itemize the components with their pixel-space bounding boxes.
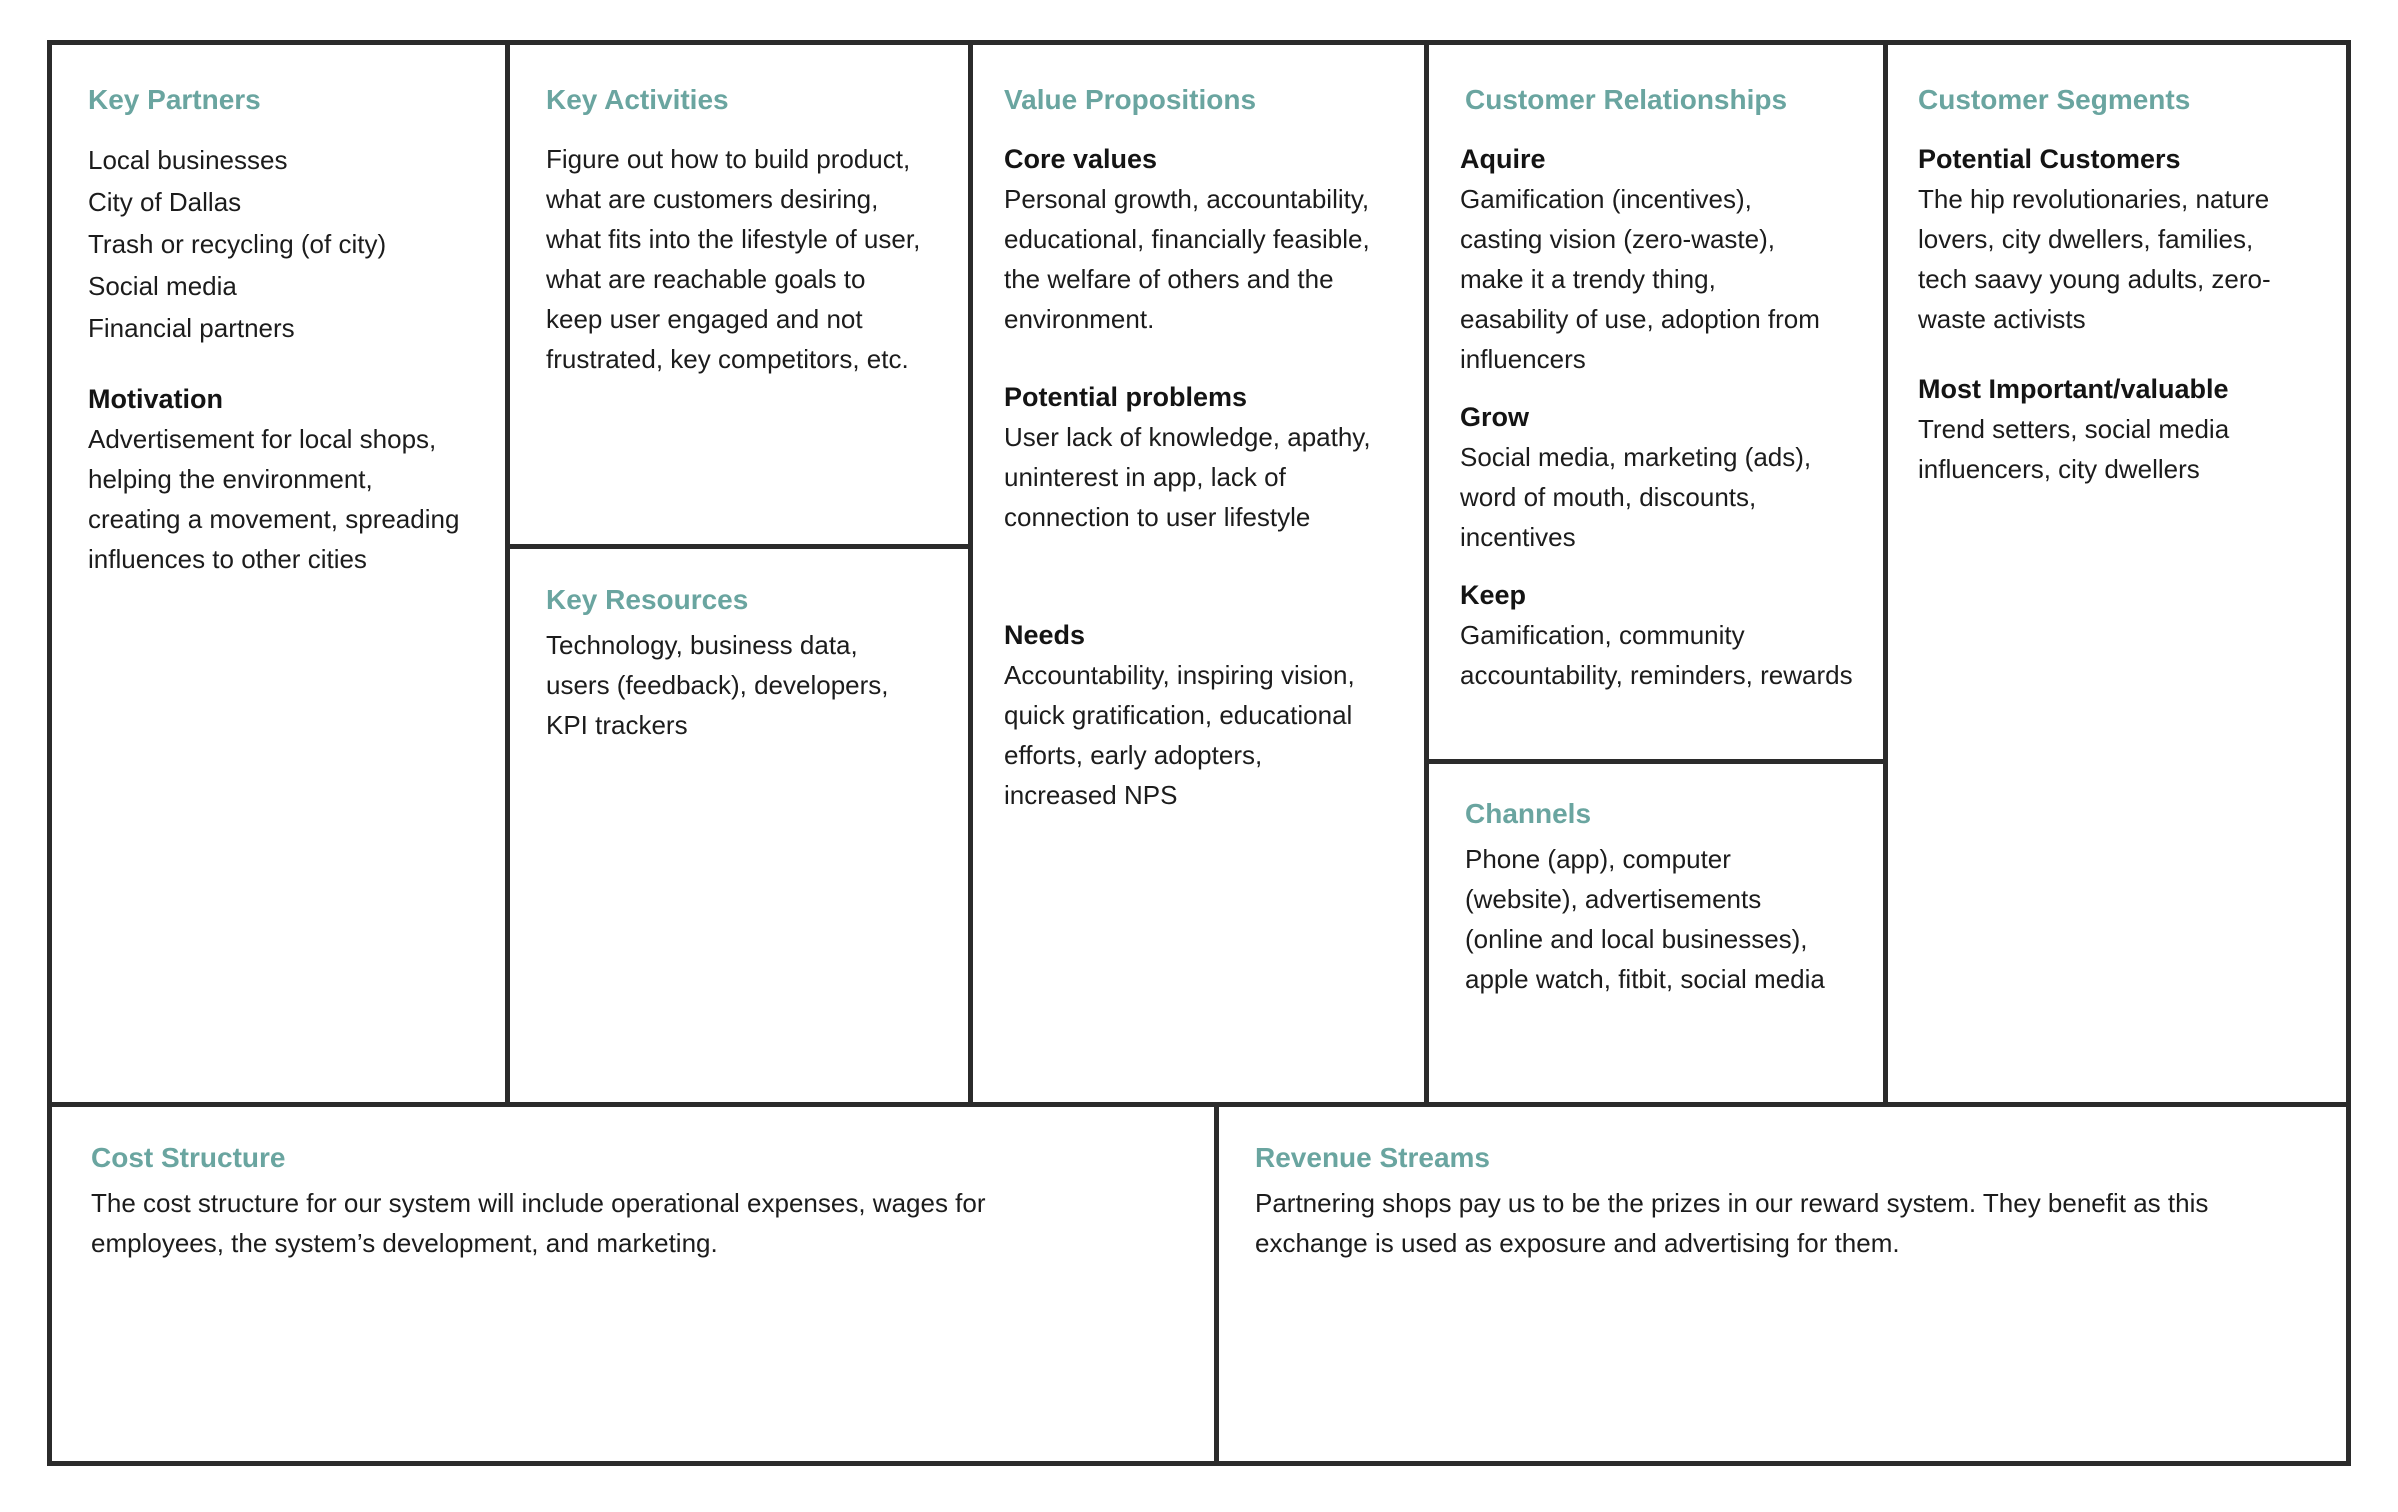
divider — [968, 45, 973, 1103]
channels-block — [1465, 797, 1880, 999]
key-partners-title: Key Partners — [88, 84, 261, 115]
potential-problems-label: Potential problems — [1004, 381, 1248, 412]
business-model-canvas — [47, 40, 2351, 1466]
partner-item: Financial partners — [88, 312, 295, 343]
key-resources-title: Key Resources — [546, 584, 749, 615]
motivation-label: Motivation — [88, 383, 223, 414]
key-resources-text: Technology, business data, users (feedback), developers, KPI trackers — [546, 629, 889, 740]
divider — [1424, 45, 1429, 1103]
most-important-label: Most Important/valuable — [1918, 373, 2229, 404]
divider — [1883, 45, 1888, 1103]
channels-text: Phone (app), computer (website), advertisements (online and local businesses), apple watch, fitbit, social media — [1465, 843, 1825, 994]
divider — [1426, 759, 1886, 764]
revenue-streams-title: Revenue Streams — [1255, 1142, 1491, 1173]
divider — [507, 544, 970, 549]
motivation-text: Advertisement for local shops, helping the environment, creating a movement, spreading influences to other cities — [88, 423, 460, 574]
core-values-label: Core values — [1004, 143, 1158, 174]
revenue-streams-block — [1255, 1141, 2340, 1263]
keep-text: Gamification, community accountability, reminders, rewards — [1460, 619, 1853, 690]
key-activities-text: Figure out how to build product, what are customers desiring, what fits into the lifestyle of user, what are reachable goals to keep user engaged and not frustrated, key competitors, etc. — [546, 143, 921, 374]
potential-problems-text: User lack of knowledge, apathy, uninterest in app, lack of connection to user lifestyle — [1004, 421, 1371, 532]
key-resources-block — [546, 583, 961, 745]
partner-item: Local businesses — [88, 144, 288, 175]
value-propositions-block — [1004, 83, 1419, 815]
keep-label: Keep — [1460, 579, 1527, 610]
cost-structure-block — [91, 1141, 1201, 1263]
channels-title: Channels — [1465, 798, 1592, 829]
cost-structure-text: The cost structure for our system will include operational expenses, wages for employees, the system’s development, and marketing. — [91, 1187, 986, 1258]
partner-item: City of Dallas — [88, 186, 242, 217]
grow-text: Social media, marketing (ads), word of mouth, discounts, incentives — [1460, 441, 1812, 552]
grow-label: Grow — [1460, 401, 1530, 432]
divider — [505, 45, 510, 1103]
customer-relationships-block — [1460, 83, 1880, 695]
needs-label: Needs — [1004, 619, 1086, 650]
value-propositions-title: Value Propositions — [1004, 84, 1257, 115]
partner-item: Social media — [88, 270, 237, 301]
divider — [1214, 1105, 1219, 1461]
customer-segments-block — [1918, 83, 2338, 489]
acquire-label: Aquire — [1460, 143, 1546, 174]
cost-structure-title: Cost Structure — [91, 1142, 286, 1173]
key-activities-title: Key Activities — [546, 84, 729, 115]
customer-relationships-title: Customer Relationships — [1465, 84, 1788, 115]
revenue-streams-text: Partnering shops pay us to be the prizes in our reward system. They benefit as this exchange is used as exposure and advertising for them. — [1255, 1187, 2209, 1258]
potential-customers-label: Potential Customers — [1918, 143, 2181, 174]
key-activities-block — [546, 83, 961, 379]
partner-item: Trash or recycling (of city) — [88, 228, 387, 259]
needs-text: Accountability, inspiring vision, quick gratification, educational efforts, early adopters, increased NPS — [1004, 659, 1355, 810]
divider — [52, 1102, 2346, 1107]
potential-customers-text: The hip revolutionaries, nature lovers, city dwellers, families, tech saavy young adults, zero- waste activists — [1918, 183, 2271, 334]
acquire-text: Gamification (incentives), casting vision (zero-waste), make it a trendy thing, easability of use, adoption from influencers — [1460, 183, 1820, 374]
core-values-text: Personal growth, accountability, educational, financially feasible, the welfare of others and the environment. — [1004, 183, 1370, 334]
most-important-text: Trend setters, social media influencers, city dwellers — [1918, 413, 2230, 484]
key-partners-block — [88, 83, 498, 579]
customer-segments-title: Customer Segments — [1918, 84, 2191, 115]
